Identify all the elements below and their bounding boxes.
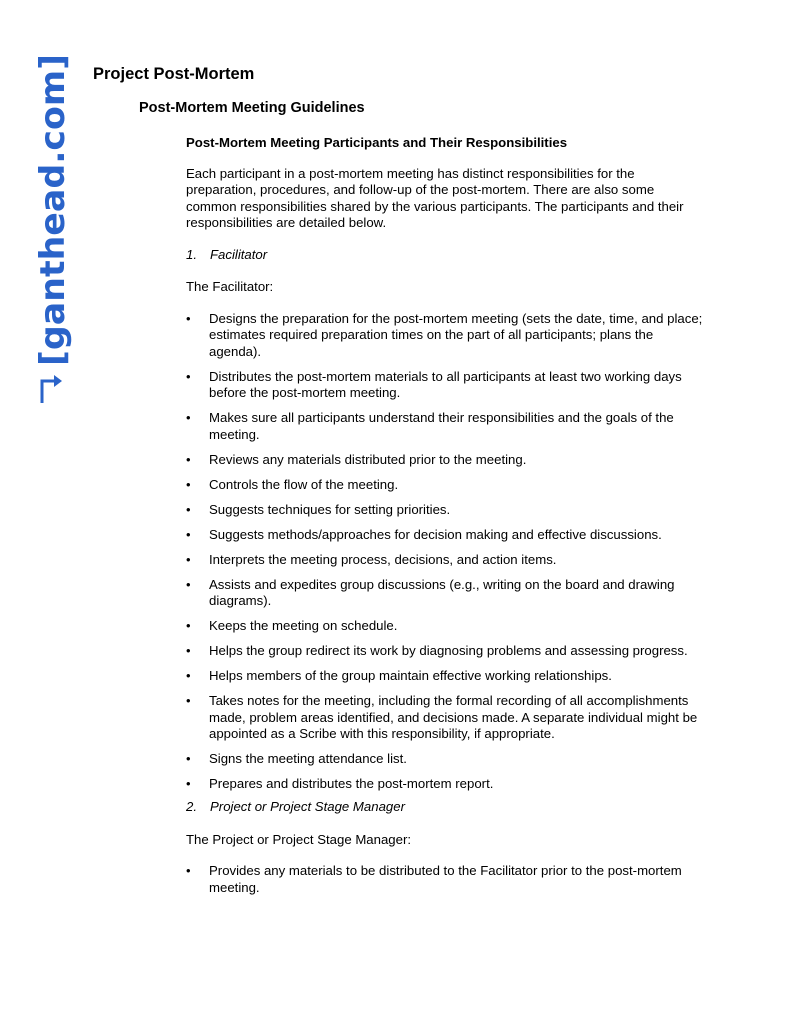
- role-number: 1.: [186, 246, 197, 262]
- bullet-icon: •: [186, 693, 191, 708]
- role-intro-project-manager: The Project or Project Stage Manager:: [186, 831, 412, 847]
- page-title: Project Post-Mortem: [93, 65, 255, 83]
- list-item: • Signs the meeting attendance list.: [186, 751, 407, 766]
- role-heading-project-manager: [186, 799, 706, 816]
- project-manager-responsibilities: [186, 863, 706, 896]
- bullet-icon: •: [186, 410, 191, 425]
- bullet-icon: •: [186, 618, 191, 633]
- list-item: • Distributes the post-mortem materials to all participants at least two working days before the post-mortem meeting.: [186, 368, 682, 400]
- logo-text: [ganthead.com]: [33, 60, 73, 366]
- bullet-icon: •: [186, 776, 191, 791]
- bullet-icon: •: [186, 501, 191, 517]
- list-item: • Interprets the meeting process, decisions, and action items.: [186, 551, 557, 567]
- gantthead-logo: [28, 48, 76, 408]
- document-body: [186, 135, 706, 905]
- bullet-icon: •: [186, 551, 191, 567]
- bullet-icon: •: [186, 643, 191, 658]
- role-heading-facilitator: [186, 247, 706, 264]
- bullet-icon: •: [186, 451, 191, 467]
- bullet-icon: •: [186, 576, 191, 592]
- list-item: • Prepares and distributes the post-mortem report.: [186, 776, 494, 791]
- role-intro-facilitator: The Facilitator:: [186, 279, 274, 294]
- list-item: • Reviews any materials distributed prior to the meeting.: [186, 451, 527, 467]
- list-item: • Designs the preparation for the post-mortem meeting (sets the date, time, and place; estimates required preparation times on the part of all participants; plans the agenda).: [186, 310, 703, 359]
- list-item: • Keeps the meeting on schedule.: [186, 618, 398, 633]
- role-name: Facilitator: [210, 246, 268, 262]
- bullet-icon: •: [186, 668, 191, 683]
- list-item: • Assists and expedites group discussions (e.g., writing on the board and drawing diagrams).: [186, 576, 675, 608]
- list-item: • Suggests techniques for setting priorities.: [186, 501, 451, 517]
- list-item: • Makes sure all participants understand their responsibilities and the goals of the meeting.: [186, 410, 674, 442]
- bullet-icon: •: [186, 476, 191, 492]
- list-item: • Controls the flow of the meeting.: [186, 476, 399, 492]
- list-item: • Helps the group redirect its work by diagnosing problems and assessing progress.: [186, 643, 688, 658]
- list-item: • Suggests methods/approaches for decision making and effective discussions.: [186, 526, 662, 542]
- bullet-icon: •: [186, 751, 191, 766]
- list-item: • Takes notes for the meeting, including the formal recording of all accomplishments made, problem areas identified, and decisions made. A separate individual might be appointed as a Scribe with this responsibility, if appropriate.: [186, 693, 698, 741]
- role-number: 2.: [186, 799, 197, 814]
- list-item: • Helps members of the group maintain effective working relationships.: [186, 668, 612, 683]
- intro-paragraph: Each participant in a post-mortem meeting has distinct responsibilities for the preparation, procedures, and follow-up of the post-mortem. There are also some common responsibilities shared by the various participants. The participants and their responsibilities are detailed below.: [186, 165, 684, 230]
- bullet-icon: •: [186, 368, 191, 384]
- list-item: • Provides any materials to be distributed to the Facilitator prior to the post-mortem meeting.: [186, 863, 682, 895]
- facilitator-responsibilities: [186, 311, 706, 793]
- section-heading: Post-Mortem Meeting Participants and Their Responsibilities: [186, 135, 568, 150]
- role-name: Project or Project Stage Manager: [210, 799, 405, 814]
- bullet-icon: •: [186, 526, 191, 542]
- bullet-icon: •: [186, 310, 191, 326]
- bullet-icon: •: [186, 863, 191, 878]
- page-subtitle: Post-Mortem Meeting Guidelines: [139, 100, 365, 116]
